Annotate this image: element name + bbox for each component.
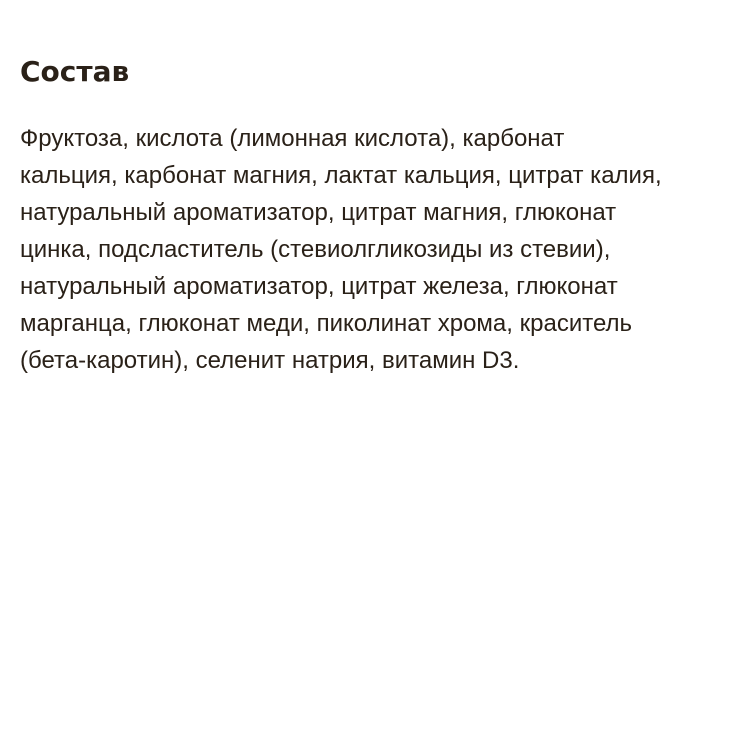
ingredients-line-1: Фруктоза, кислота (лимонная кислота), карбонат (20, 125, 565, 152)
ingredients-line-5: натуральный ароматизатор, цитрат железа, глюконат (20, 273, 618, 300)
ingredients-line-4: цинка, подсластитель (стевиолгликозиды из стевии), (20, 236, 611, 263)
ingredients-line-2: кальция, карбонат магния, лактат кальция, цитрат калия, (20, 162, 662, 189)
ingredients-line-3: натуральный ароматизатор, цитрат магния, глюконат (20, 199, 617, 226)
ingredients-line-7: (бета-каротин), селенит натрия, витамин D3. (20, 347, 520, 374)
ingredients-text (20, 120, 750, 379)
ingredients-line-6: марганца, глюконат меди, пиколинат хрома, краситель (20, 310, 632, 337)
section-title: Состав (20, 55, 130, 88)
